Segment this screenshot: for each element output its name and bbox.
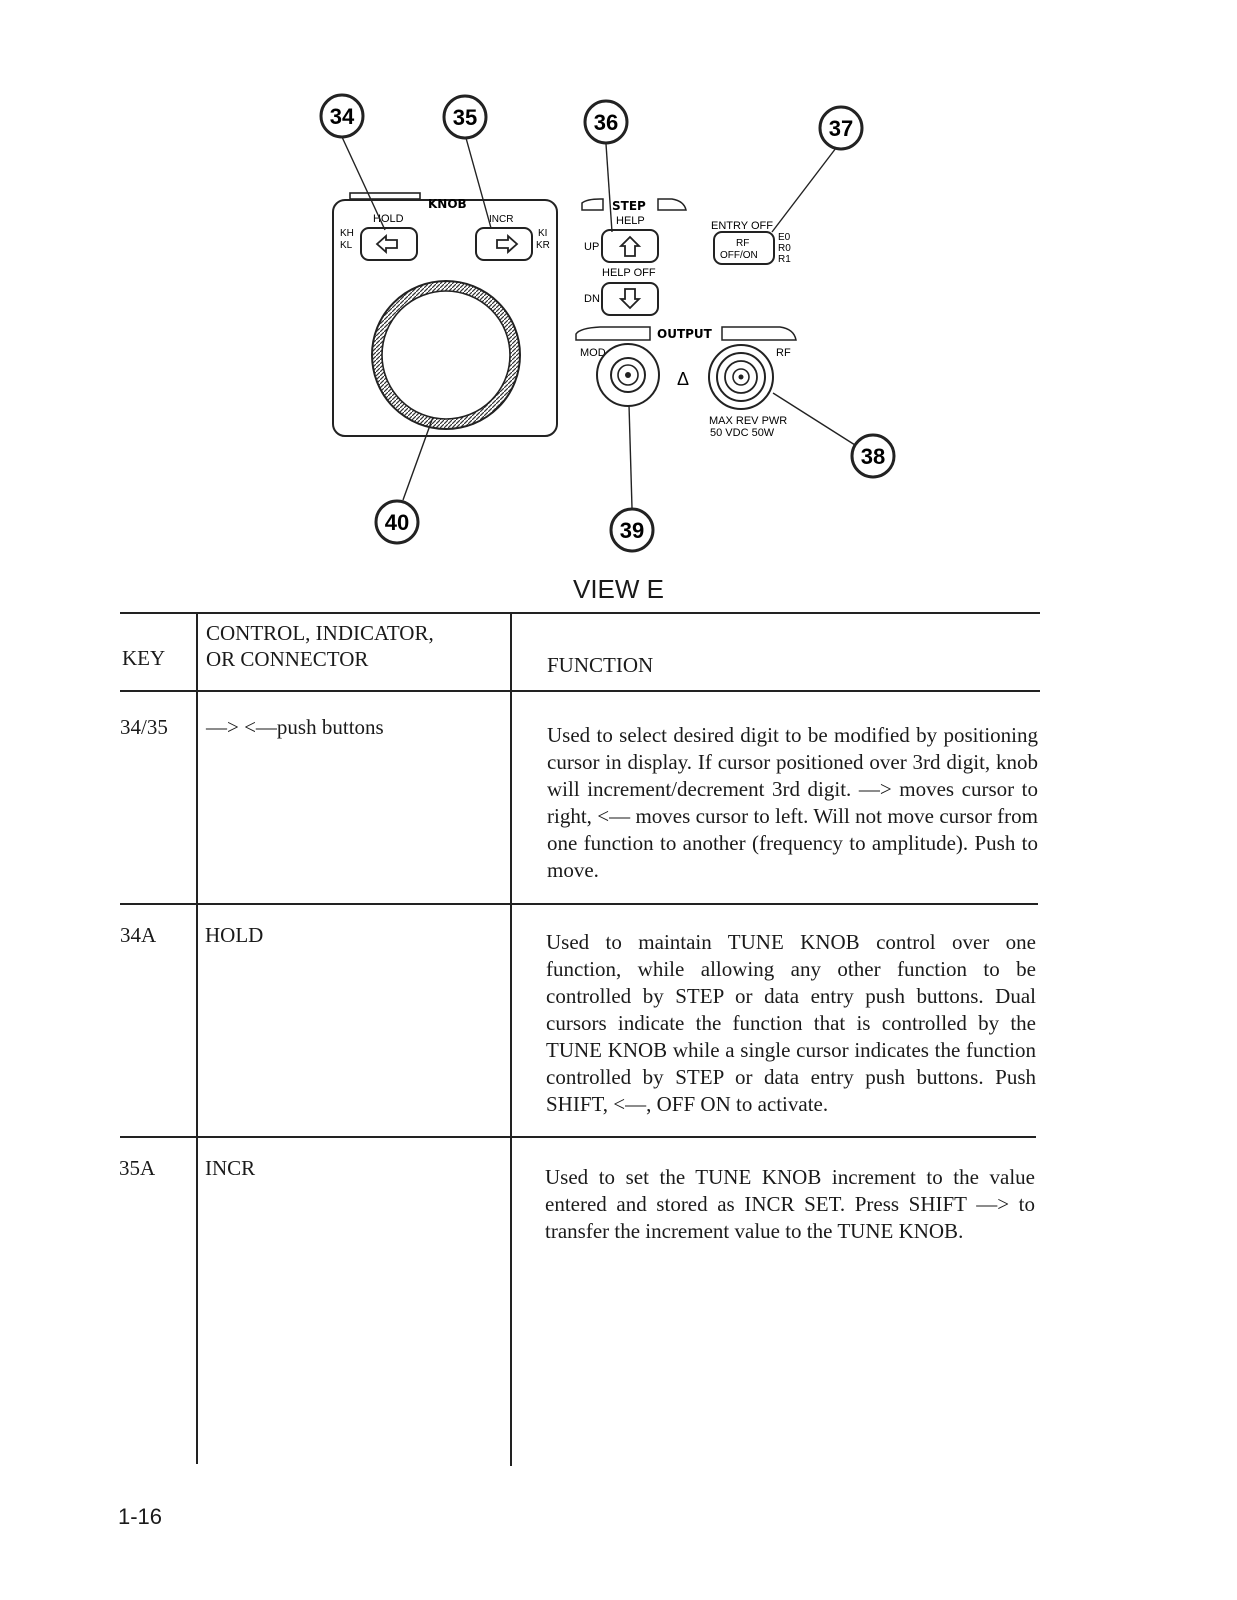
callout-37 [820,107,862,149]
knob-label: KNOB [428,197,467,211]
callout-38 [852,435,894,477]
page-number: 1-16 [118,1504,163,1529]
table-top-rule [120,612,1040,614]
header-key: KEY [122,646,166,670]
view-title: VIEW E [572,574,664,604]
rf-output-label: RF [776,347,791,359]
callout-38-number: 38 [860,444,886,469]
row-1-bottom-rule [120,903,1038,905]
callout-39-number: 39 [619,518,645,543]
max-rev-pwr-label: MAX REV PWR [709,415,788,427]
row-1-function: Used to select desired digit to be modified by positioning cursor in display. If cursor positioned over 3rd digit, knob will increment/decrement 3rd digit. —> moves cursor to right, <— moves cursor to left. Will not move cursor from one function to another (frequency to amplitude). Push to move. [547,723,1038,882]
step-down-button[interactable] [602,283,658,315]
callout-36 [585,101,627,143]
row-1-key: 34/35 [120,715,168,739]
front-panel-diagram [0,0,1237,570]
row-3-control: INCR [205,1156,256,1180]
row-2-bottom-rule [120,1136,1036,1138]
help-off-label: HELP OFF [602,267,656,279]
column-divider-1 [196,612,198,1464]
row-3-key: 35A [119,1156,156,1180]
callout-35 [444,96,486,138]
dn-label: DN [584,293,600,305]
row-2-key: 34A [120,923,157,947]
entry-off-label: ENTRY OFF [711,220,773,232]
header-control-line1: CONTROL, INDICATOR, [206,621,434,645]
header-bottom-rule [120,690,1040,692]
hold-left-arrow-button[interactable] [361,228,417,260]
callout-37-number: 37 [828,116,854,141]
callout-39 [611,509,653,551]
r1-label: R1 [778,254,791,265]
output-label: OUTPUT [657,327,712,341]
row-2-control: HOLD [205,923,264,947]
rf-output-connector[interactable] [709,345,773,409]
step-up-button[interactable] [602,230,658,262]
callout-40 [376,501,418,543]
ki-label: KI [538,228,548,239]
tune-knob[interactable] [372,281,520,429]
vdc-label: 50 VDC 50W [710,427,775,439]
up-label: UP [584,241,600,253]
callout-34-number: 34 [329,104,355,129]
incr-right-arrow-button[interactable] [476,228,532,260]
e0-label: E0 [778,232,791,243]
mod-output-connector[interactable] [597,344,659,406]
rf-button-label: RF [736,238,750,249]
rf-off-on-button[interactable] [714,232,774,264]
callout-36-number: 36 [593,110,619,135]
r0-label: R0 [778,243,791,254]
callout-40-number: 40 [384,510,410,535]
column-divider-2 [510,612,512,1466]
hold-label: HOLD [373,213,404,225]
delta-label: Δ [677,369,690,389]
callout-35-number: 35 [452,105,478,130]
header-function: FUNCTION [547,653,654,677]
header-control-line2: OR CONNECTOR [206,647,369,671]
step-label: STEP [612,199,646,213]
help-label: HELP [616,215,645,227]
row-1-control: —> <—push buttons [206,715,384,739]
off-on-button-label: OFF/ON [720,250,758,261]
mod-label: MOD [580,347,606,359]
row-2-function: Used to maintain TUNE KNOB control over one function, while allowing any other function to be controlled by STEP or data entry push buttons. Dual cursors indicate the function that is controlled by the TUNE KNOB while a single cursor indicates the function controlled by STEP or data entry push buttons. Push SHIFT, <—, OFF ON to activate. [546,930,1036,1116]
incr-label: INCR [489,214,514,225]
callout-34 [321,95,363,137]
kl-label: KL [340,240,353,251]
kr-label: KR [536,240,550,251]
row-3-function: Used to set the TUNE KNOB increment to the value entered and stored as INCR SET. Press SHIFT —> to transfer the increment value to the TUNE KNOB. [545,1165,1035,1243]
kh-label: KH [340,228,354,239]
